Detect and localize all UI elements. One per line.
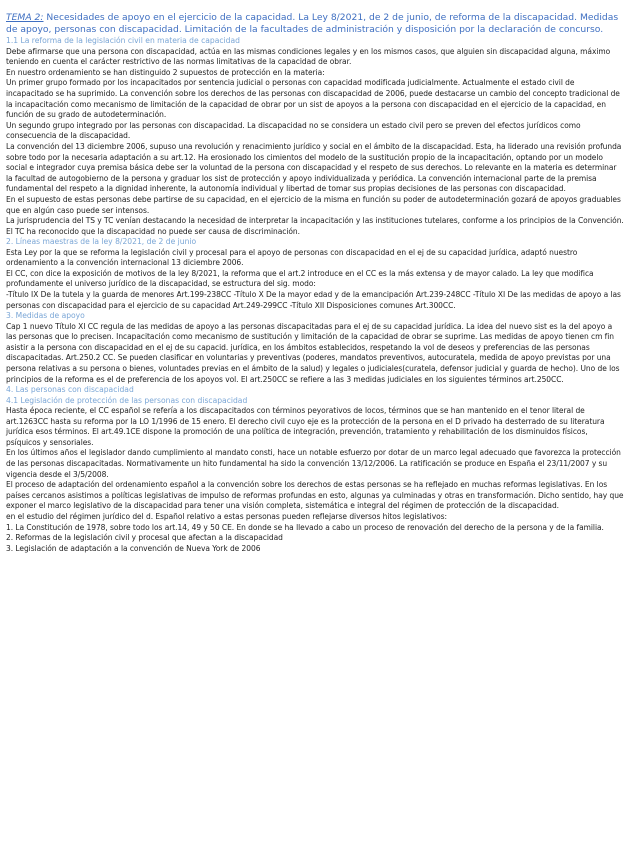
- list-item: 3. Legislación de adaptación a la convención de Nueva York de 2006: [6, 543, 261, 553]
- paragraph: La jurisprudencia del TS y TC venían destacando la necesidad de interpretar la incapacitación y las instituciones tutelares, conforme a los principios de la Convención. El TC ha reconocido que la discapacidad no puede ser causa de discriminación.: [6, 216, 624, 236]
- paragraph: Un primer grupo formado por los incapacitados por sentencia judicial o personas con capacidad modificada judicialmente. Actualmente el estado civil de incapacitado se ha suprimido. La convención sobre los derechos de las personas con discapacidad de 2006, puede destacarse un cambio del concepto tradicional de la incapacitación como mecanismo de limitación de la capacidad de obrar por un sist de apoyos a la persona con discapacidad en el ejercicio de la capacidad, en función de su grado de autodeterminación.: [6, 78, 620, 120]
- paragraph: Cap 1 nuevo Título XI CC regula de las medidas de apoyo a las personas discapacitadas para el ej de su capacidad jurídica. La idea del nuevo sist es la del apoyo a las personas que lo precisen. Incapacitación como mecanismo de sustitución y limitación de la capacidad de obrar se suprime. Las medidas de apoyo tienen cm fin asistir a la persona con discapacidad en el ej de su capacid. jurídica, en los ámbitos establecidos, respetando la vol de deseos y preferencias de las personas discapacitadas. Art.250.2 CC. Se pueden clasificar en voluntarias y preventivas (poderes, mandatos preventivos, autocuratela, medida de apoyo previstas por una persona relativas a su persona o bienes, voluntades previas en el ámbito de la salud) y legales o judiciales(curatela, defensor judicial y guarda de hecho). Uno de los principios de la reforma es el de preferencia de los apoyos vol. El art.250CC se refiere a las 3 medidas judiciales en los siguientes términos art.250CC.: [6, 321, 620, 384]
- tema-title-text: Necesidades de apoyo en el ejercicio de la capacidad. La Ley 8/2021, de 2 de junio, de reforma de la discapacidad. Medidas de apoyo, personas con discapacidad. Limitación de la facultades de administración y disposición por la declaración de concurso.: [6, 12, 619, 35]
- paragraph: El proceso de adaptación del ordenamiento español a la convención sobre los derechos de estas personas se ha reflejado en muchas reformas legislativas. En los países cercanos asistimos a políticas legislativas de impulso de reformas profundas en esto, algunas ya culminadas y otras en transformación. Dicho sentido, hay que exponer el marco legislativo de la discapacidad para tener una visión completa, sistemática e integral del régimen de protección de la discapacidad.: [6, 480, 624, 511]
- document-title: [6, 12, 624, 35]
- paragraph: Debe afirmarse que una persona con discapacidad, actúa en las mismas condiciones legales y en los mismos casos, que alguien sin discapacidad alguna, máximo teniendo en cuenta el carácter restrictivo de las normas limitativas de la capacidad de obrar.: [6, 46, 611, 67]
- paragraph: La convención del 13 diciembre 2006, supuso una revolución y renacimiento jurídico y social en el ámbito de la discapacidad. Esta, ha liderado una revisión profunda sobre todo por la necesaria adaptación a su art.12. Ha erosionado los cimientos del modelo de la sustitución propio de la incapacitación, optando por un modelo social e integrador cuya premisa básica debe ser la voluntad de la persona con discapacidad y el respeto de sus derechos. Lo relevante en la materia es determinar la facultad de autogobierno de la persona y graduar los sist de protección y apoyo individualizada y periódica. La convención internacional parte de la premisa fundamental del respeto a la dignidad inherente, la autonomía individual y libertad de tomar sus propias decisiones de las personas con discapacidad.: [6, 141, 622, 194]
- paragraph: Un segundo grupo integrado por las personas con discapacidad. La discapacidad no se considera un estado civil pero se preven del efectos jurídicos como consecuencia de la discapacidad.: [6, 120, 581, 141]
- paragraph: En los últimos años el legislador dando cumplimiento al mandato consti, hace un notable esfuerzo por dotar de un marco legal adecuado que favorezca la protección de las personas discapacitadas. Normativamente un hito fundamental ha sido la convención 13/12/2006. La ratificación se produce en España el 23/11/2007 y su vigencia desde el 3/5/2008.: [6, 448, 621, 479]
- paragraph: En nuestro ordenamiento se han distinguido 2 supuestos de protección en la materia:: [6, 67, 325, 77]
- section-heading-2: 2. Líneas maestras de la ley 8/2021, de 2 de junio: [6, 237, 197, 247]
- paragraph: en el estudio del régimen jurídico del d. Español relativo a estas personas pueden reflejarse diversos hitos legislativos:: [6, 511, 447, 521]
- paragraph: Esta Ley por la que se reforma la legislación civil y procesal para el apoyo de personas con discapacidad en el ej de su capacidad jurídica, adaptó nuestro ordenamiento a la convención internacional 13 diciembre 2006.: [6, 247, 578, 268]
- paragraph: En el supuesto de estas personas debe partirse de su capacidad, en el ejercicio de la misma en función su poder de autodeterminación gozará de apoyos graduables que en algún caso puede ser intensos.: [6, 194, 621, 215]
- list-item: 2. Reformas de la legislación civil y procesal que afectan a la discapacidad: [6, 533, 283, 543]
- paragraph: El CC, con dice la exposición de motivos de la ley 8/2021, la reforma que el art.2 introduce en el CC es la más extensa y de mayor calado. La ley que modifica profundamente el universo jurídico de la discapacidad, se estructura del sig. modo:: [6, 268, 594, 289]
- paragraph: -Título IX De la tutela y la guarda de menores Art.199-238CC -Título X De la mayor edad y de la emancipación Art.239-248CC -Título XI De las medidas de apoyo a las personas con discapacidad para el ejercicio de su capacidad Art.249-299CC -Título XII Disposiciones comunes Art.300CC.: [6, 290, 621, 310]
- section-heading-4-1: 4.1 Legislación de protección de las personas con discapacidad: [6, 395, 248, 405]
- list-item: 1. La Constitución de 1978, sobre todo los art.14, 49 y 50 CE. En donde se ha llevado a cabo un proceso de renovación del derecho de la persona y de la familia.: [6, 522, 604, 532]
- paragraph: Hasta época reciente, el CC español se refería a los discapacitados con términos peyorativos de locos, términos que se han mantenido en el tenor literal de art.1263CC hasta su reforma por la LO 1/1996 de 15 enero. El derecho civil cuyo eje es la protección de la persona en el D privado ha desterrado de su literatura jurídica esos términos. El art.49.1CE dispone la promoción de una política de integración, prevención, tratamiento y rehabilitación de los disminuidos físicos, psíquicos y sensoriales.: [6, 406, 605, 447]
- section-heading-4: 4. Las personas con discapacidad: [6, 385, 134, 395]
- tema-label: TEMA 2:: [6, 12, 44, 23]
- section-heading-3: 3. Medidas de apoyo: [6, 311, 85, 321]
- section-heading-1-1: 1.1 La reforma de la legislación civil en materia de capacidad: [6, 36, 240, 46]
